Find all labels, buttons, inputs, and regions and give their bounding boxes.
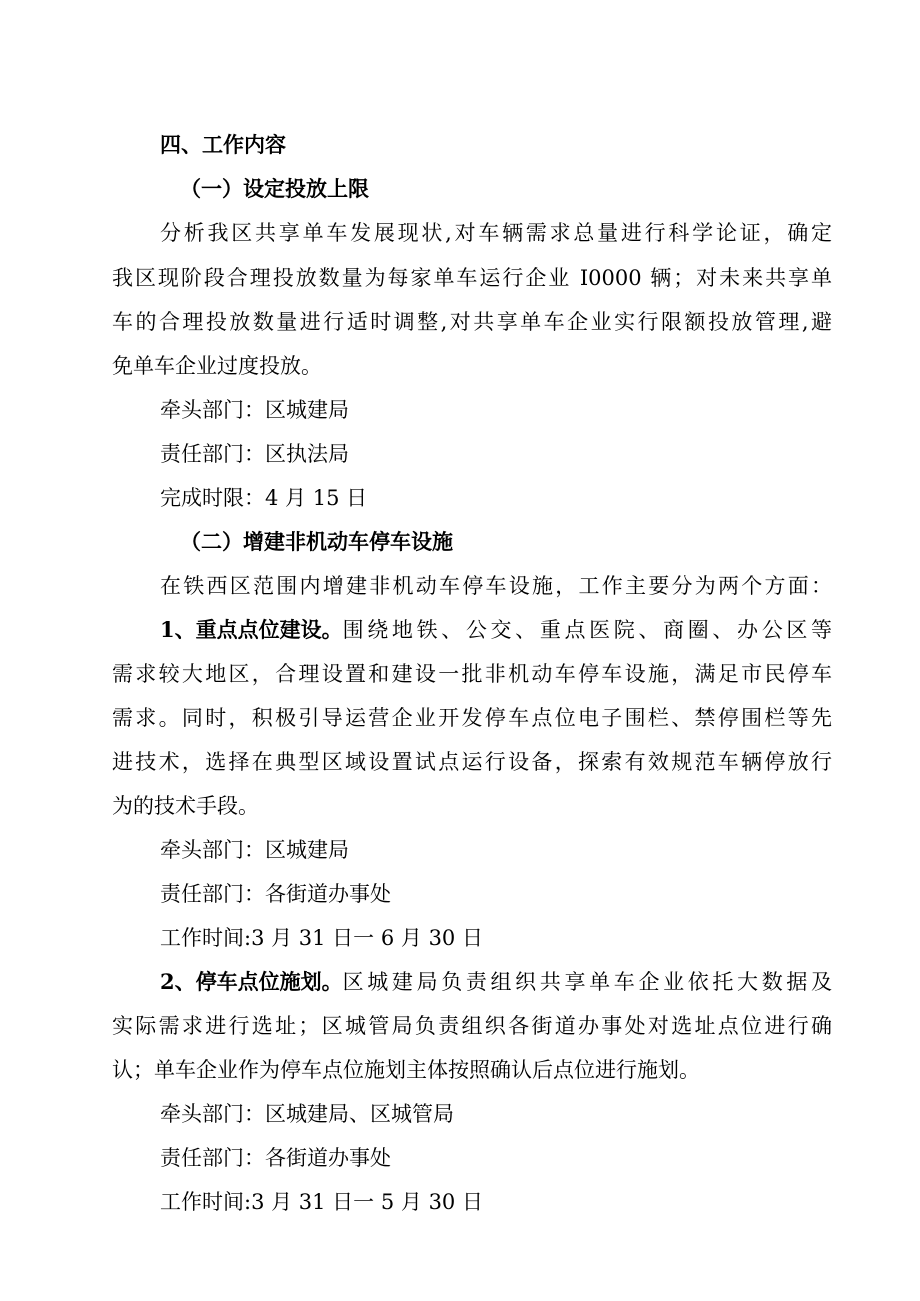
sub1-lead-dept: 牵头部门：区城建局 (160, 398, 349, 422)
item1-first-line (160, 615, 832, 645)
item2-resp-dept: 责任部门：各街道办事处 (160, 1146, 391, 1170)
item1-lead-dept: 牵头部门：区城建局 (160, 838, 349, 862)
item2-heading: 2、停车点位施划。 (160, 969, 343, 994)
sub1-para-line: 我区现阶段合理投放数量为每家单车运行企业 I0000 辆；对未来共享单 (112, 266, 832, 290)
item2-para-line: 实际需求进行选址；区城管局负责组织各街道办事处对选址点位进行确 (112, 1014, 832, 1038)
item1-para-line: 需求较大地区，合理设置和建设一批非机动车停车设施，满足市民停车 (112, 662, 832, 686)
item2-time: 工作时间:3 月 31 日一 5 月 30 日 (160, 1190, 483, 1214)
item2-lead-dept: 牵头部门：区城建局、区城管局 (160, 1102, 454, 1126)
item1-para-line: 需求。同时，积极引导运营企业开发停车点位电子围栏、禁停围栏等先 (112, 706, 832, 730)
sub1-para-line: 免单车企业过度投放。 (112, 354, 322, 378)
item1-time: 工作时间:3 月 31 日一 6 月 30 日 (160, 926, 483, 950)
sub1-resp-dept: 责任部门：区执法局 (160, 442, 349, 466)
sub2-intro: 在铁西区范围内增建非机动车停车设施，工作主要分为两个方面： (160, 574, 832, 598)
item2-first-line (160, 967, 832, 997)
subsection-2-title: （二）增建非机动车停车设施 (180, 529, 453, 554)
item1-para-line: 为的技术手段。 (112, 794, 259, 818)
item2-para-line: 认；单车企业作为停车点位施划主体按照确认后点位进行施划。 (112, 1058, 700, 1082)
subsection-1-title: （一）设定投放上限 (180, 176, 369, 201)
item1-resp-dept: 责任部门：各街道办事处 (160, 882, 391, 906)
section-title: 四、工作内容 (160, 132, 286, 157)
item1-line1-rest: 围绕地铁、公交、重点医院、商圈、办公区等 (342, 618, 832, 642)
item1-heading: 1、重点点位建设。 (160, 617, 343, 642)
sub1-deadline: 完成时限：4 月 15 日 (160, 486, 368, 510)
sub1-para-line: 车的合理投放数量进行适时调整,对共享单车企业实行限额投放管理,避 (112, 310, 832, 334)
item2-line1-rest: 区城建局负责组织共享单车企业依托大数据及 (342, 970, 832, 994)
item1-para-line: 进技术，选择在典型区域设置试点运行设备，探索有效规范车辆停放行 (112, 750, 832, 774)
sub1-para-line: 分析我区共享单车发展现状,对车辆需求总量进行科学论证，确定 (160, 221, 832, 245)
